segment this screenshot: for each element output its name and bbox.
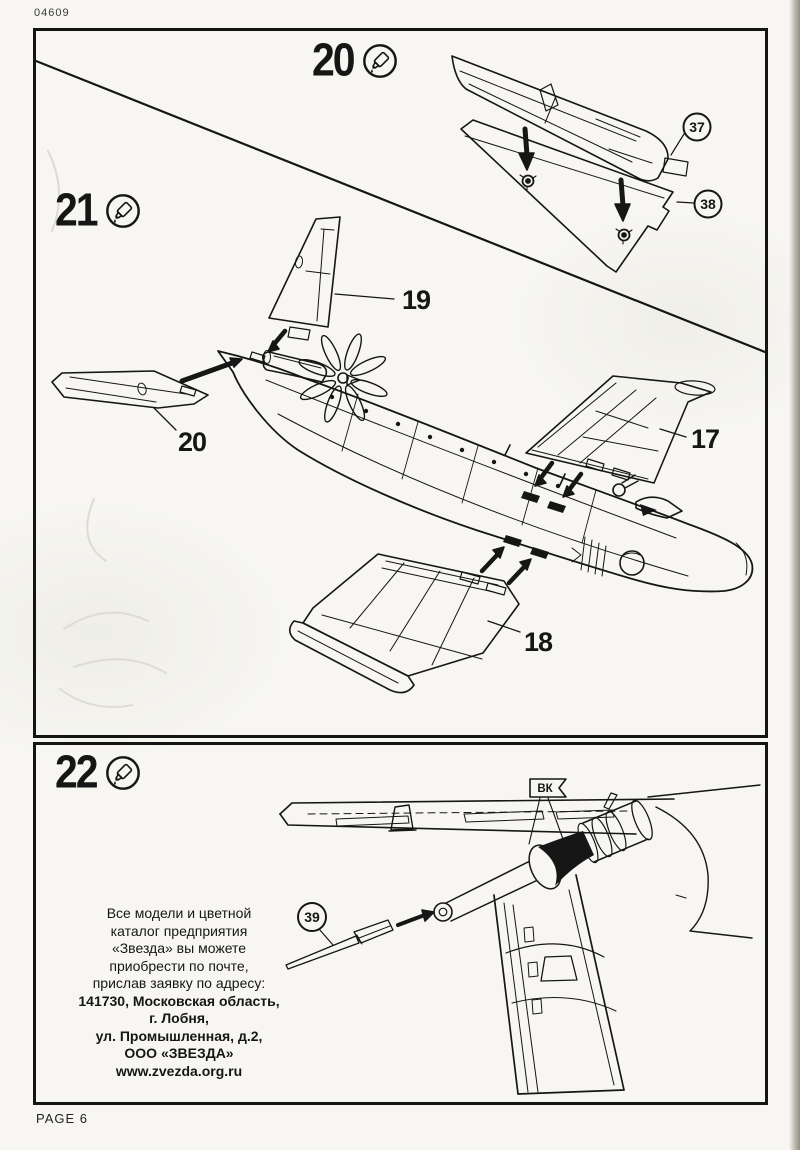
wing-attachment-slots (503, 491, 566, 559)
cockpit-canopy (636, 497, 682, 518)
part-ref-37: 37 (689, 119, 705, 135)
address-block (74, 905, 284, 1080)
assembly-arrow (535, 463, 552, 486)
part-ref-17: 17 (691, 424, 720, 454)
address-line: г. Лобня, (149, 1010, 209, 1026)
step-20-header (312, 34, 399, 86)
address-line: ООО «ЗВЕЗДА» (124, 1045, 234, 1061)
part-ref-39: 39 (304, 909, 320, 925)
boom-antenna (604, 793, 617, 809)
part-20-stabilizer (52, 371, 208, 408)
vertical-fin (494, 875, 624, 1094)
scan-edge-artifact (789, 0, 800, 1150)
part-label-18 (488, 621, 553, 657)
hull-blister (620, 551, 644, 575)
page-footer: PAGE 6 (36, 1111, 89, 1126)
part-badge-38 (677, 191, 722, 218)
part-17-wing (526, 376, 715, 483)
assembly-arrow (482, 547, 504, 571)
part-ref-18: 18 (524, 627, 553, 657)
step-21-illustration (52, 217, 752, 693)
assembly-arrow (615, 180, 632, 244)
step-22-illustration (280, 779, 760, 1094)
part-label-19 (335, 285, 431, 315)
paint-callout-label: ВК (537, 783, 553, 795)
glue-icon (104, 192, 142, 230)
address-line: ул. Промышленная, д.2, (95, 1027, 263, 1044)
assembly-arrow (398, 910, 434, 925)
assembly-arrow (509, 559, 531, 583)
part-ref-19: 19 (402, 285, 431, 315)
step-21-number: 21 (55, 184, 97, 236)
part-label-20 (154, 408, 206, 457)
kit-number: 04609 (34, 7, 70, 19)
panel-step-22 (33, 742, 768, 1105)
address-line: приобрести по почте, (109, 957, 249, 974)
assembly-arrow (182, 358, 242, 381)
part-38-stabilizer-plate (461, 120, 673, 272)
address-line: каталог предприятия (110, 922, 248, 939)
part-19-vertical-fin (269, 217, 340, 340)
step-22-number: 22 (55, 746, 97, 798)
aft-fuselage-outline (648, 785, 760, 938)
part-ref-38: 38 (700, 196, 716, 212)
address-line: Все модели и цветной (106, 905, 252, 921)
part-badge-37 (671, 114, 711, 156)
step-20-number: 20 (312, 34, 354, 86)
assembly-arrow (268, 331, 285, 352)
part-ref-20: 20 (178, 427, 207, 457)
step-22-header (55, 746, 142, 798)
steps-20-21-artwork (36, 31, 765, 735)
part-18-wing (290, 554, 519, 693)
step-21-header (55, 184, 142, 236)
panel-steps-20-21 (33, 28, 768, 738)
glue-icon (104, 754, 142, 792)
address-line: 141730, Московская область, (78, 992, 280, 1009)
porthole-dots (330, 395, 560, 488)
address-line: прислав заявку по адресу: (92, 975, 266, 991)
step-20-illustration (452, 56, 722, 272)
part-badge-39 (298, 903, 333, 945)
fuselage-hull (218, 351, 752, 591)
part-37-wing-panel (452, 56, 688, 181)
step-divider-line (36, 61, 765, 352)
glue-icon (361, 42, 399, 80)
assembly-arrow (563, 474, 581, 497)
website-url: www.zvezda.org.ru (115, 1062, 243, 1079)
address-line: «Звезда» вы можете (111, 940, 247, 956)
